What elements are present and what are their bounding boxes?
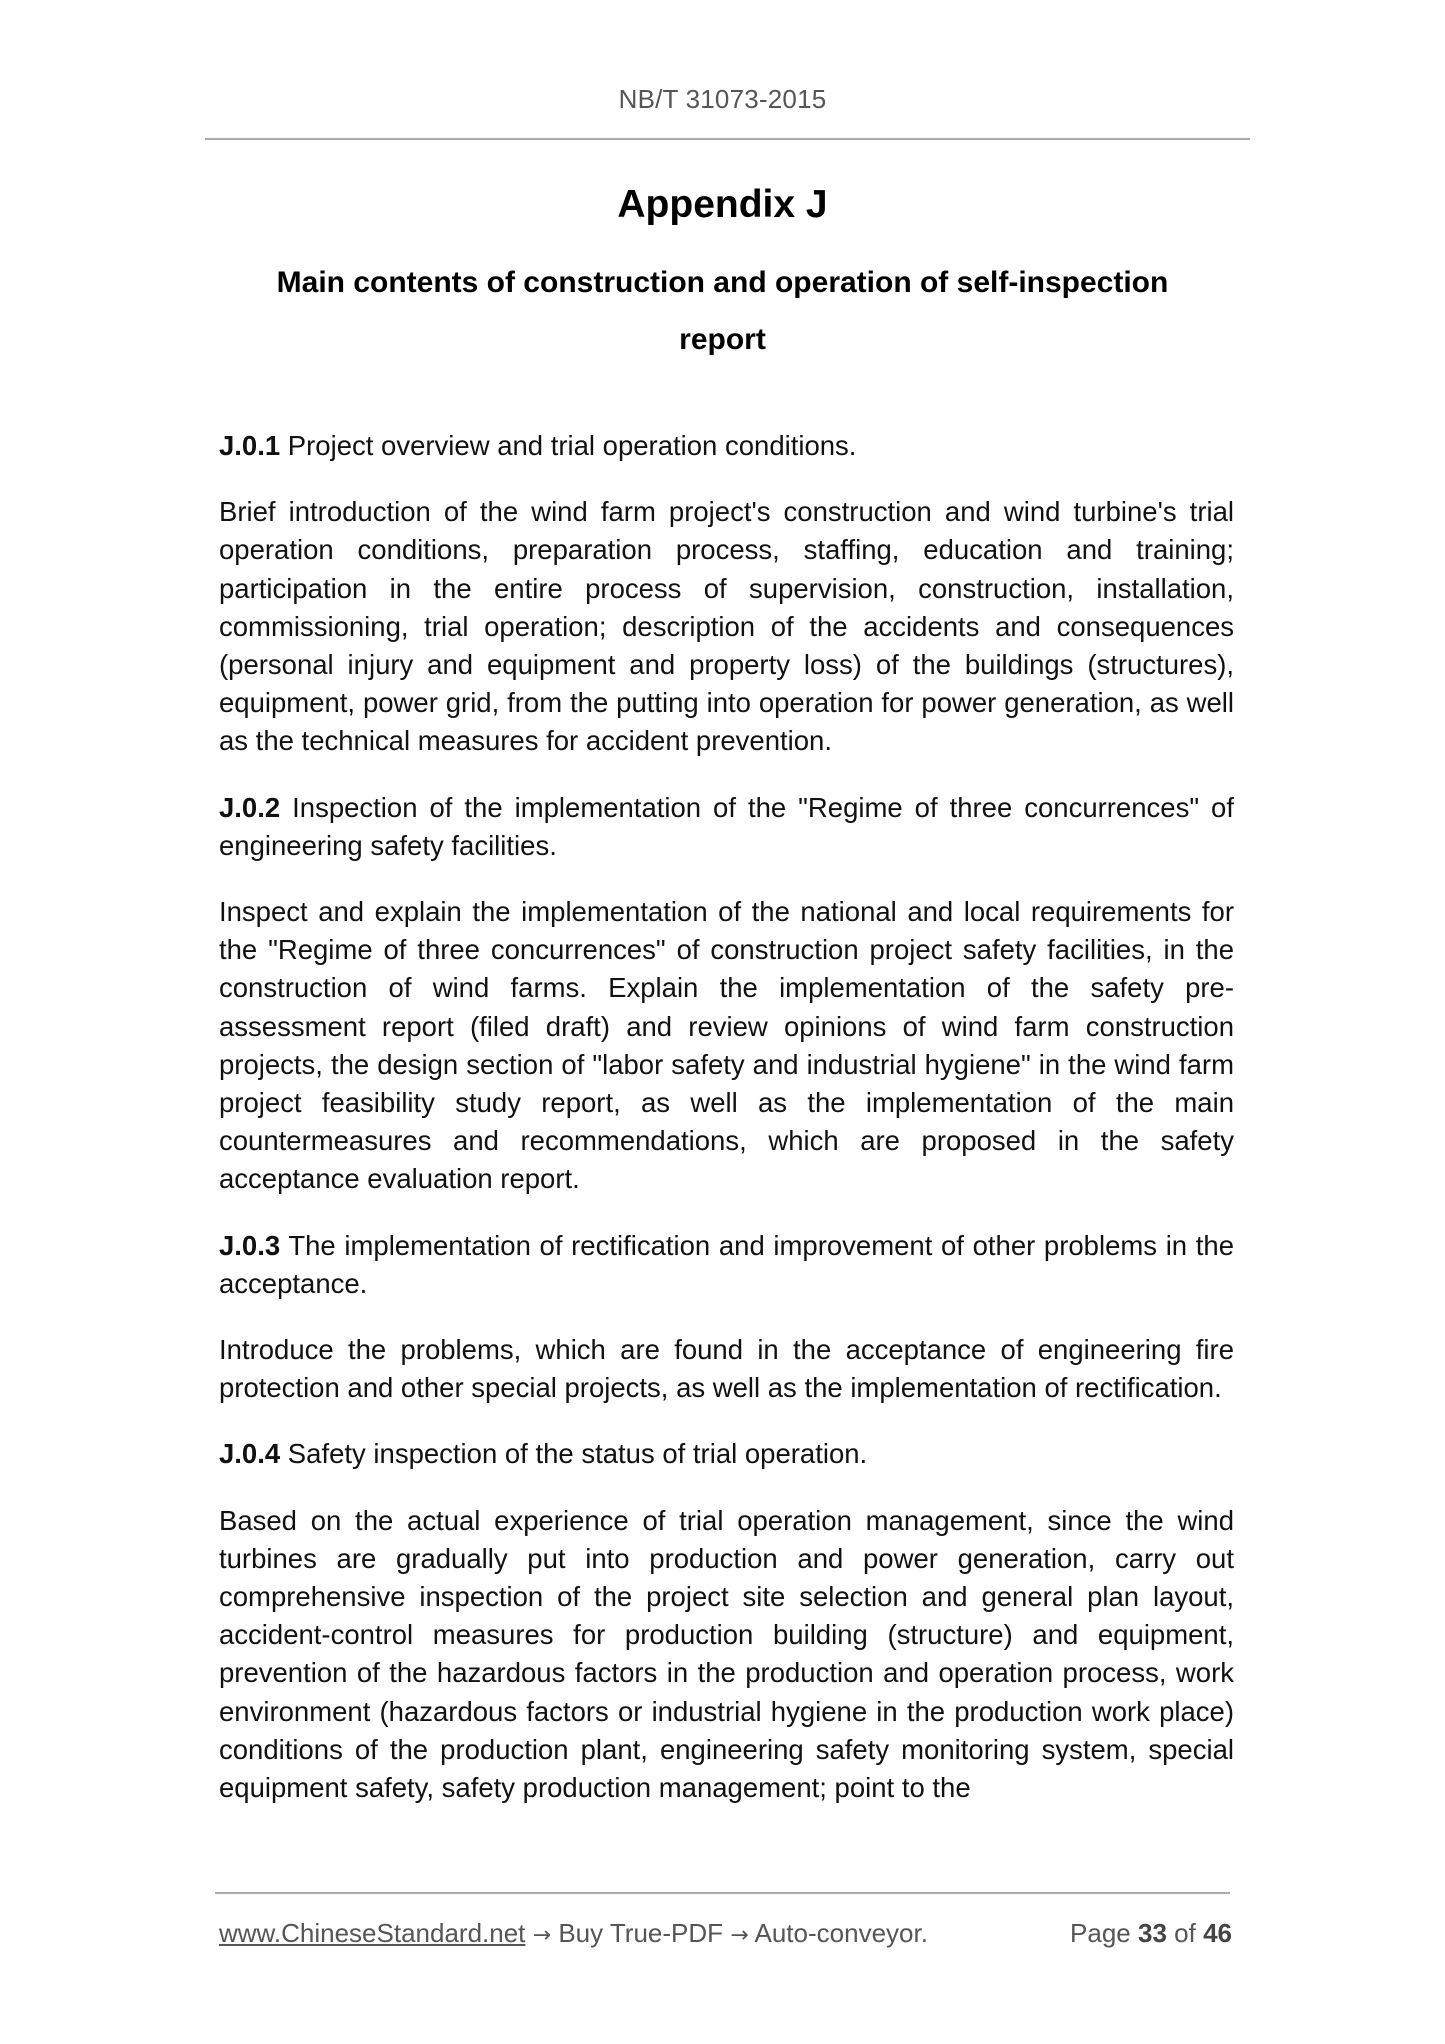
- auto-conveyor-text: Auto-conveyor.: [754, 1918, 928, 1948]
- page-number: [1070, 1918, 1232, 1949]
- clause-heading: [219, 427, 1234, 465]
- document-code-header: NB/T 31073-2015: [618, 84, 827, 114]
- appendix-subtitle: Main contents of construction and operation of self-inspection report: [276, 266, 1169, 356]
- clause-paragraph: Brief introduction of the wind farm project's construction and wind turbine's trial operation conditions, preparation process, staffing, education and training; participation in the entire process of supervision, construction, installation, commissioning, trial operation; description of the accidents and consequences (personal injury and equipment and property loss) of the buildings (structures), equipment, power grid, from the putting into operation for power generation, as well as the technical measures for accident prevention.: [219, 496, 1234, 757]
- total-pages: 46: [1203, 1918, 1232, 1948]
- clause-number: J.0.1: [219, 430, 281, 461]
- header-divider: [205, 138, 1250, 140]
- of-label: of: [1174, 1918, 1196, 1948]
- page-footer: [219, 1918, 1232, 1949]
- clause-heading-text: Inspection of the implementation of the "Regime of three concurrences" of engineering safety facilities.: [219, 791, 1234, 861]
- clause-heading: [219, 789, 1234, 865]
- footer-promo: [219, 1918, 928, 1949]
- clause-heading: [219, 1435, 1234, 1473]
- document-body: [219, 427, 1234, 1835]
- appendix-title: Appendix J: [617, 183, 828, 226]
- right-arrow-icon: →: [532, 1923, 552, 1948]
- clause-heading: [219, 1227, 1234, 1303]
- clause-heading-text: The implementation of rectification and improvement of other problems in the acceptance.: [219, 1229, 1234, 1299]
- clause-heading-text: Project overview and trial operation conditions.: [280, 430, 857, 461]
- clause-number: J.0.3: [219, 1229, 281, 1261]
- clause-number: J.0.4: [219, 1438, 281, 1470]
- footer-divider: [215, 1892, 1230, 1894]
- chinesestandard-link[interactable]: www.ChineseStandard.net: [219, 1918, 526, 1948]
- clause-number: J.0.2: [219, 791, 281, 823]
- clause-heading-text: Safety inspection of the status of trial operation.: [280, 1438, 868, 1470]
- clause-paragraph: Based on the actual experience of trial operation management, since the wind turbines are gradually put into production and power generation, carry out comprehensive inspection of the project site selection and general plan layout, accident-control measures for production building (structure) and equipment, prevention of the hazardous factors in the production and operation process, work environment (hazardous factors or industrial hygiene in the production work place) conditions of the production plant, engineering safety monitoring system, special equipment safety, safety production management; point to the: [219, 1504, 1234, 1804]
- buy-true-pdf-text: Buy True-PDF: [558, 1918, 724, 1948]
- right-arrow-icon: →: [730, 1923, 749, 1948]
- page-label: Page: [1070, 1918, 1131, 1948]
- clause-paragraph: Inspect and explain the implementation of the national and local requirements for the "Regime of three concurrences" of construction project safety facilities, in the construction of wind farms. Explain the implementation of the safety pre-assessment report (filed draft) and review opinions of wind farm construction projects, the design section of "labor safety and industrial hygiene" in the wind farm project feasibility study report, as well as the implementation of the main countermeasures and recommendations, which are proposed in the safety acceptance evaluation report.: [219, 896, 1234, 1195]
- clause-paragraph: Introduce the problems, which are found in the acceptance of engineering fire protection and other special projects, as well as the implementation of rectification.: [219, 1334, 1234, 1404]
- current-page: 33: [1138, 1918, 1167, 1948]
